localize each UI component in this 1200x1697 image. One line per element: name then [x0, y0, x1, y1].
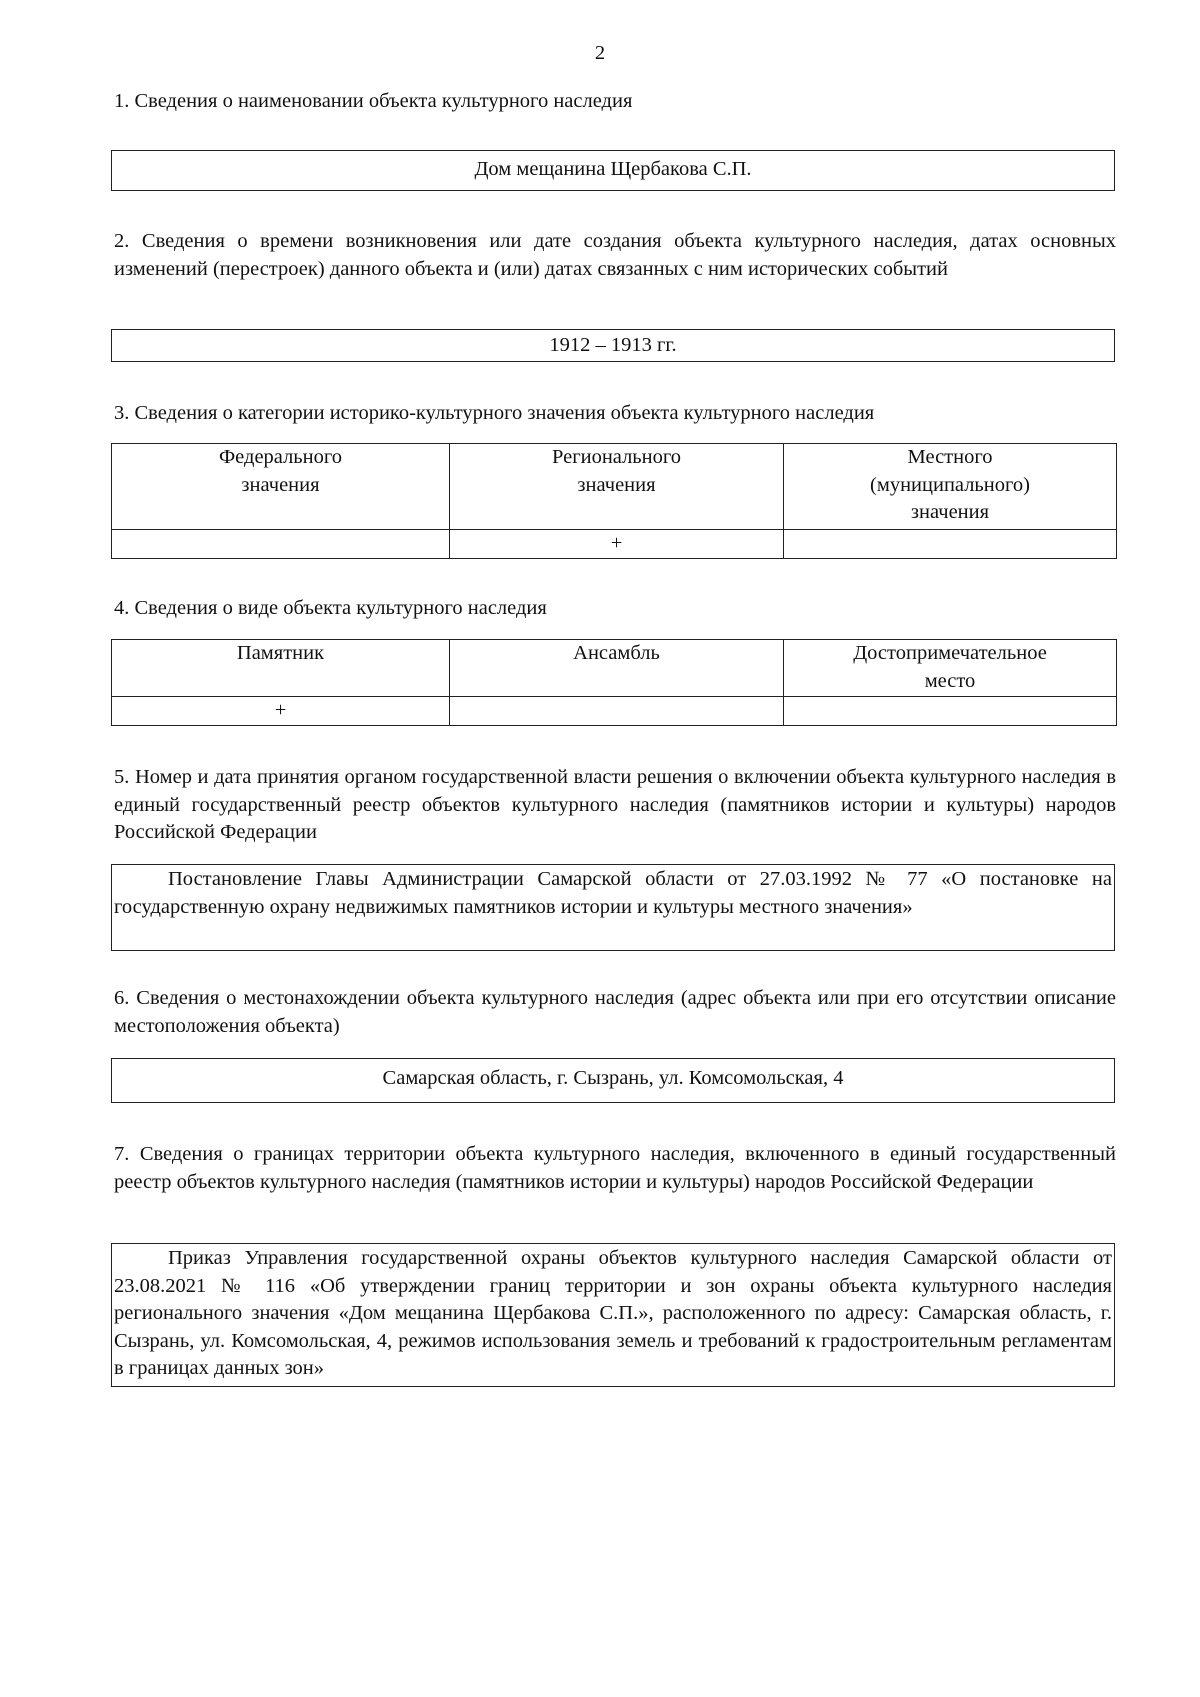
- section-4-heading: 4. Сведения о виде объекта культурного наследия: [114, 597, 547, 619]
- section-2-heading: 2. Сведения о времени возникновения или дате создания объекта культурного наследия, датах основных изменений (перестроек) данного объекта и (или) датах связанных с ним исторических событий: [114, 230, 1116, 280]
- category-header-regional: Регионального значения: [450, 444, 784, 530]
- page-number: 2: [594, 42, 606, 64]
- section-5-value-box: Постановление Главы Администрации Самарской области от 27.03.1992 № 77 «О постановке на государственную охрану недвижимых памятников истории и культуры местного значения»: [111, 864, 1115, 951]
- section-6-heading: 6. Сведения о местонахождении объекта культурного наследия (адрес объекта или при его отсутствии описание местоположения объекта): [114, 987, 1116, 1037]
- section-1-heading: 1. Сведения о наименовании объекта культурного наследия: [114, 90, 633, 112]
- section-7-heading: 7. Сведения о границах территории объекта культурного наследия, включенного в единый государственный реестр объектов культурного наследия (памятников истории и культуры) народов Российской Федерации: [114, 1143, 1116, 1193]
- type-cell-monument: +: [112, 697, 450, 726]
- section-2-value-box: 1912 – 1913 гг.: [111, 329, 1115, 362]
- type-table: [111, 639, 1117, 726]
- type-cell-landmark: [784, 697, 1117, 726]
- section-3-heading: 3. Сведения о категории историко-культурного значения объекта культурного наследия: [114, 402, 875, 424]
- category-header-local: Местного (муниципального) значения: [784, 444, 1117, 530]
- section-1-value-box: Дом мещанина Щербакова С.П.: [111, 150, 1115, 191]
- type-cell-ensemble: [450, 697, 784, 726]
- category-cell-federal: [112, 530, 450, 559]
- section-7-value-box: Приказ Управления государственной охраны объектов культурного наследия Самарской области от 23.08.2021 № 116 «Об утверждении границ территории и зон охраны объекта культурного наследия регионального значения «Дом мещанина Щербакова С.П.», расположенного по адресу: Самарская область, г. Сызрань, ул. Комсомольская, 4, режимов использования земель и требований к градостроительным регламентам в границах данных зон»: [111, 1243, 1115, 1387]
- category-header-federal: Федерального значения: [112, 444, 450, 530]
- type-header-ensemble: Ансамбль: [450, 640, 784, 697]
- type-header-monument: Памятник: [112, 640, 450, 697]
- category-cell-local: [784, 530, 1117, 559]
- category-cell-regional: +: [450, 530, 784, 559]
- section-5-heading: 5. Номер и дата принятия органом государственной власти решения о включении объекта культурного наследия в единый государственный реестр объектов культурного наследия (памятников истории и культуры) народов Российской Федерации: [114, 766, 1116, 843]
- type-header-landmark: Достопримечательное место: [784, 640, 1117, 697]
- category-table: [111, 443, 1117, 559]
- section-6-value-box: Самарская область, г. Сызрань, ул. Комсомольская, 4: [111, 1058, 1115, 1103]
